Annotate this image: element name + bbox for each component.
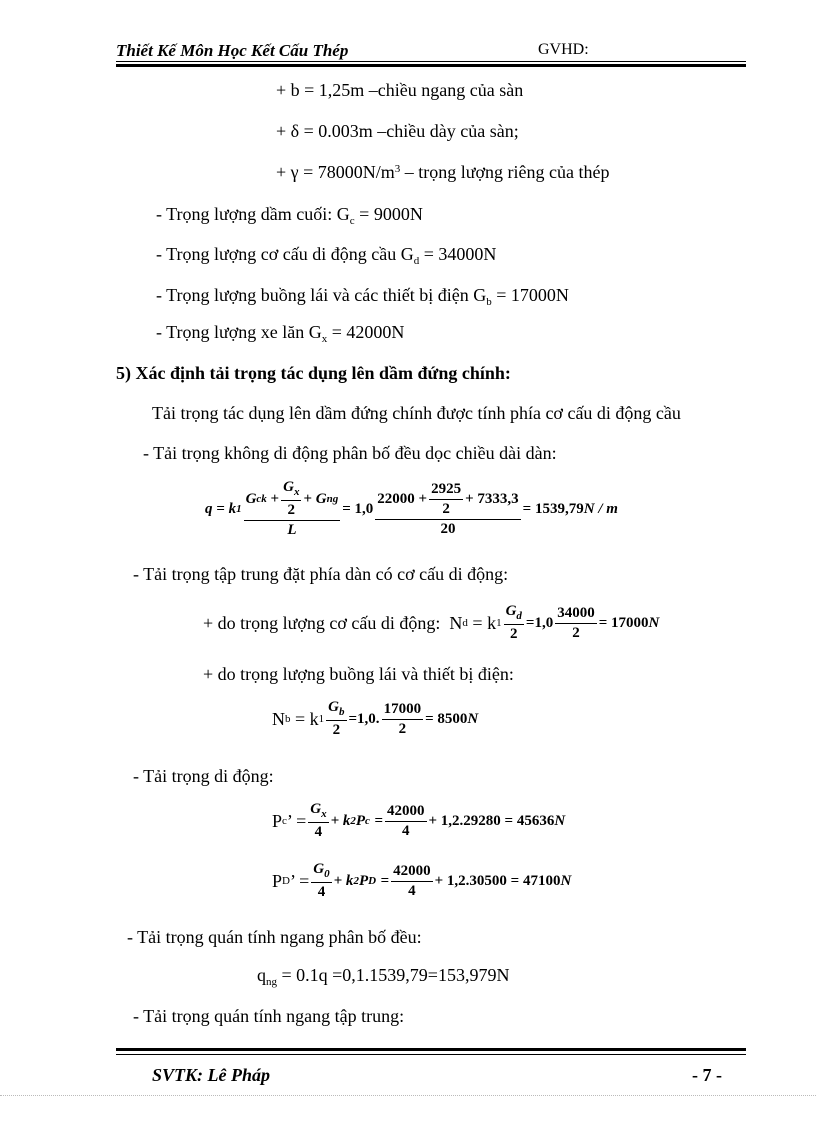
pd-num: 42000 xyxy=(391,864,433,882)
pd-frac-g xyxy=(311,862,331,900)
nb-frac-num xyxy=(382,702,424,737)
nd-g: G xyxy=(505,603,517,619)
pc-p: P xyxy=(355,812,366,829)
gb-post: = 17000N xyxy=(491,285,569,305)
nb-label: + do trọng lượng buồng lái và thiết bị điện: xyxy=(203,664,514,684)
distributed-text: - Tải trọng không di động phân bố đều dọc chiều dài dàn: xyxy=(143,443,557,463)
gc-post: = 9000N xyxy=(354,204,423,224)
line-delta: + δ = 0.003m –chiều dày của sàn; xyxy=(276,121,519,141)
q-gb: G xyxy=(283,479,294,495)
q-k: k xyxy=(228,500,237,517)
q-ga-sub: ck xyxy=(256,492,267,505)
q-result: = 1539,79 xyxy=(522,500,584,517)
pd-lhs-sub: D xyxy=(282,874,290,887)
pd-eq: = xyxy=(380,872,390,889)
line-gd xyxy=(156,245,496,267)
header-rule-thin xyxy=(116,61,746,62)
inertia-distributed-text: - Tải trọng quán tính ngang phân bố đều: xyxy=(127,927,422,947)
gx-pre: - Trọng lượng xe lăn G xyxy=(156,322,322,342)
concentrated-text: - Tải trọng tập trung đặt phía dàn có cơ cấu di động: xyxy=(133,564,509,584)
nd-lhs: N xyxy=(449,613,463,633)
line-gx xyxy=(156,323,404,345)
q-n2-frac xyxy=(429,482,463,517)
formula-nb xyxy=(272,700,478,738)
qng-lhs-sub: ng xyxy=(266,976,277,988)
gc-pre: - Trọng lượng dầm cuối: G xyxy=(156,204,350,224)
line-b: + b = 1,25m –chiều ngang của sàn xyxy=(276,80,524,100)
pc-lhs: P xyxy=(272,811,283,831)
gd-post: = 34000N xyxy=(419,244,497,264)
formula-q xyxy=(205,480,618,538)
nb-eq: = k xyxy=(295,709,319,729)
nb-frac-g xyxy=(326,700,346,738)
q-den2: 20 xyxy=(440,520,456,537)
q-gc-sub: ng xyxy=(326,492,339,505)
gc-sub: c xyxy=(349,215,355,227)
pc-eq: = xyxy=(374,812,383,829)
gx-sub: x xyxy=(321,333,328,345)
nb-num: 17000 xyxy=(382,702,424,720)
nb-unit: N xyxy=(467,710,479,727)
footer-rule-thin xyxy=(116,1054,746,1055)
nd-num: 34000 xyxy=(555,606,597,624)
formula-pd xyxy=(272,862,571,900)
pc-k-sub: 2 xyxy=(350,814,356,827)
pc-tail: + 1,2.29280 = 45636 xyxy=(428,812,555,829)
q-n2: 2925 xyxy=(429,482,463,500)
q-frac-symbolic xyxy=(244,480,341,538)
pc-num: 42000 xyxy=(385,804,427,822)
nd-label: + do trọng lượng cơ cấu di động: xyxy=(203,613,441,633)
q-plus-2: + xyxy=(303,490,313,507)
nd-frac-num xyxy=(555,606,597,641)
q-unit: N / m xyxy=(583,500,618,517)
pd-k-sub: 2 xyxy=(353,874,359,887)
nb-g-sub: b xyxy=(339,706,345,718)
gb-pre: - Trọng lượng buồng lái và các thiết bị điện G xyxy=(156,285,487,305)
pc-unit: N xyxy=(554,812,566,829)
qng-lhs: q xyxy=(257,965,266,985)
pc-den: 4 xyxy=(314,824,323,840)
q-gb-sub: x xyxy=(293,486,300,498)
line-gamma xyxy=(276,163,610,181)
pc-lhs-sub: c xyxy=(282,814,287,827)
q-n3: + 7333,3 xyxy=(465,490,519,507)
qng-rhs: = 0.1q =0,1.1539,79=153,979N xyxy=(281,965,510,985)
formula-nd xyxy=(203,604,659,642)
q-coef: 1,0 xyxy=(354,500,374,517)
footer-page-number: - 7 - xyxy=(692,1065,722,1085)
q-gx-frac xyxy=(281,480,301,518)
nd-den: 2 xyxy=(510,626,518,642)
nd-eq2: =1,0 xyxy=(525,614,554,631)
pd-plus: + k xyxy=(333,872,354,889)
nb-g: G xyxy=(328,699,339,715)
q-k-sub: 1 xyxy=(236,502,242,515)
pd-unit: N xyxy=(560,872,572,889)
pd-lhs-post: ’ = xyxy=(289,871,310,891)
q-n1: 22000 + xyxy=(377,490,428,507)
moving-text: - Tải trọng di động: xyxy=(133,766,274,786)
gd-sub: d xyxy=(413,255,420,267)
q-lhs: q = xyxy=(205,500,225,517)
nd-den2: 2 xyxy=(572,624,580,641)
nd-result: = 17000 xyxy=(598,614,649,631)
nb-eq2: =1,0. xyxy=(348,710,380,727)
pd-tail: + 1,2.30500 = 47100 xyxy=(434,872,561,889)
inertia-concentrated-text: - Tải trọng quán tính ngang tập trung: xyxy=(133,1006,405,1026)
q-den: L xyxy=(287,522,297,538)
gamma-post: – trọng lượng riêng của thép xyxy=(400,162,610,182)
pc-p-sub: c xyxy=(365,814,370,827)
gx-post: = 42000N xyxy=(327,322,405,342)
pd-p-sub: D xyxy=(368,874,377,887)
q-plus: + xyxy=(270,490,280,507)
header-gvhd: GVHD: xyxy=(538,41,589,58)
pc-g-sub: x xyxy=(321,808,327,820)
gamma-pre: + γ = 78000N/m xyxy=(276,162,395,182)
q-gb-den: 2 xyxy=(287,502,296,518)
nb-lhs-sub: b xyxy=(285,712,291,725)
q-eq: = xyxy=(342,500,351,517)
pd-g: G xyxy=(313,861,325,877)
footer-student: SVTK: Lê Pháp xyxy=(152,1065,271,1085)
line-gb xyxy=(156,286,569,308)
nb-result: = 8500 xyxy=(425,710,468,727)
pd-den: 4 xyxy=(317,884,326,900)
header-title: Thiết Kế Môn Học Kết Cấu Thép xyxy=(116,41,349,60)
nb-lhs: N xyxy=(272,709,285,729)
nb-k-sub: 1 xyxy=(318,712,325,725)
pd-lhs: P xyxy=(272,871,283,891)
nd-k-sub: 1 xyxy=(496,616,502,629)
q-n2-den: 2 xyxy=(442,500,450,517)
q-frac-numeric xyxy=(375,482,520,537)
pc-frac-g xyxy=(308,802,328,840)
pc-lhs-post: ’ = xyxy=(286,811,307,831)
pd-frac-num xyxy=(391,864,433,899)
pc-g: G xyxy=(310,801,322,817)
gamma-exp: 3 xyxy=(394,163,401,175)
nd-lhs-sub: d xyxy=(462,616,468,629)
q-ga: G xyxy=(245,490,257,507)
gd-pre: - Trọng lượng cơ cấu di động cầu G xyxy=(156,244,414,264)
pc-den2: 4 xyxy=(402,822,410,839)
line-gc xyxy=(156,205,423,227)
nb-den2: 2 xyxy=(398,720,407,737)
pd-den2: 4 xyxy=(408,882,416,899)
nd-frac-g xyxy=(504,604,524,642)
pd-p: P xyxy=(358,872,369,889)
formula-pc xyxy=(272,802,565,840)
intro-text: Tải trọng tác dụng lên dầm đứng chính được tính phía cơ cấu di động cầu xyxy=(152,403,681,423)
footer-rule-thick xyxy=(116,1048,746,1051)
pc-frac-num xyxy=(385,804,427,839)
nd-unit: N xyxy=(648,614,660,631)
q-gc: G xyxy=(315,490,327,507)
header-rule-thick xyxy=(116,64,746,67)
section-5-heading: 5) Xác định tải trọng tác dụng lên dầm đứng chính: xyxy=(116,363,511,383)
pd-g-sub: 0 xyxy=(324,868,330,880)
nb-den: 2 xyxy=(332,722,341,738)
page-edge-dotted xyxy=(0,1095,816,1096)
nd-g-sub: d xyxy=(516,610,522,622)
nd-eq: = k xyxy=(472,613,497,633)
gb-sub: b xyxy=(486,296,492,308)
pc-plus: + k xyxy=(330,812,351,829)
formula-qng xyxy=(257,966,509,988)
